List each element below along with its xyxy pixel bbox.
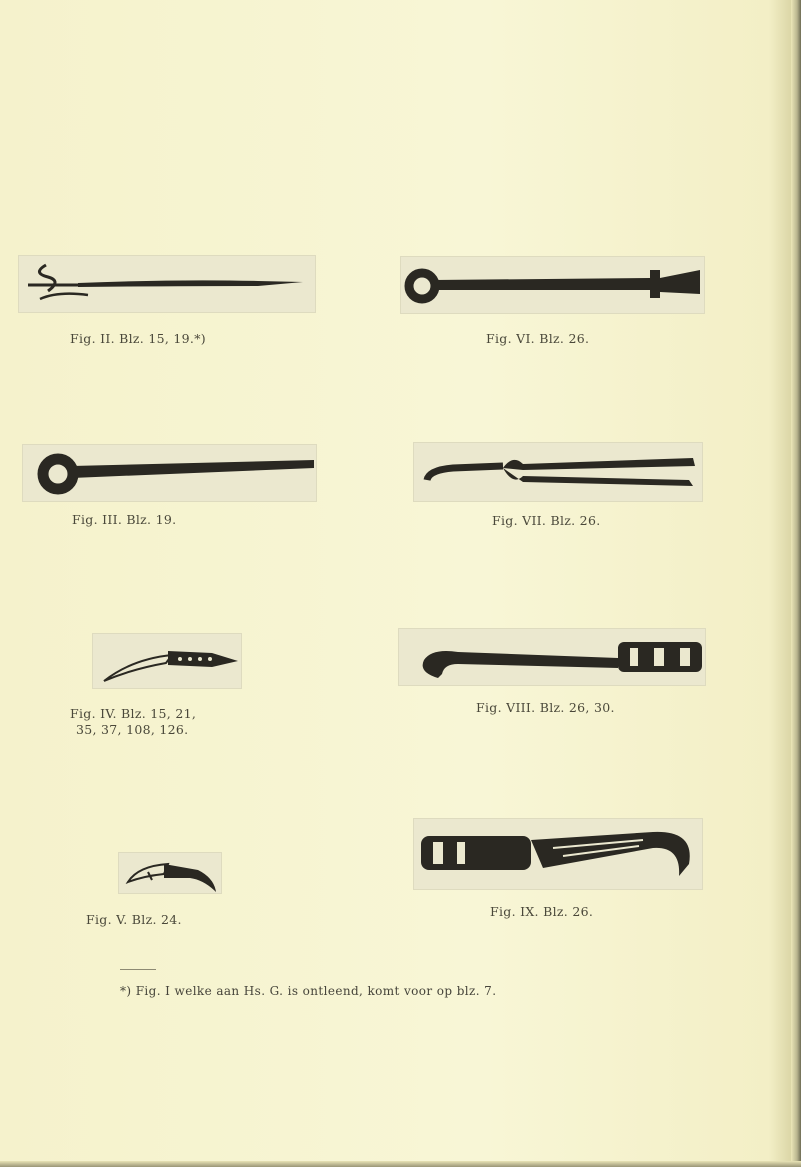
figure-2-caption: Fig. II. Blz. 15, 19.*) [70,331,206,346]
figure-4-caption-line1: Fig. IV. Blz. 15, 21, [70,706,197,721]
figure-9-image [413,818,703,890]
footnote-rule [120,969,156,970]
figure-8-caption: Fig. VIII. Blz. 26, 30. [476,700,615,715]
page-edge-right [791,0,801,1167]
footnote: *) Fig. I welke aan Hs. G. is ontleend, komt voor op blz. 7. [120,984,497,998]
page-edge-bottom [0,1161,801,1167]
figure-4-image [92,633,242,689]
figure-3-caption: Fig. III. Blz. 19. [72,512,177,527]
figure-5-image [118,852,222,894]
figure-4-caption-line2: 35, 37, 108, 126. [76,722,189,737]
figure-5-caption: Fig. V. Blz. 24. [86,912,182,927]
figure-7-image [413,442,703,502]
figure-8-image [398,628,706,686]
figure-9-caption: Fig. IX. Blz. 26. [490,904,594,919]
figure-2-image [18,255,316,313]
figure-6-image [400,256,705,314]
figure-6-caption: Fig. VI. Blz. 26. [486,331,590,346]
figure-7-caption: Fig. VII. Blz. 26. [492,513,601,528]
figure-3-image [22,444,317,502]
